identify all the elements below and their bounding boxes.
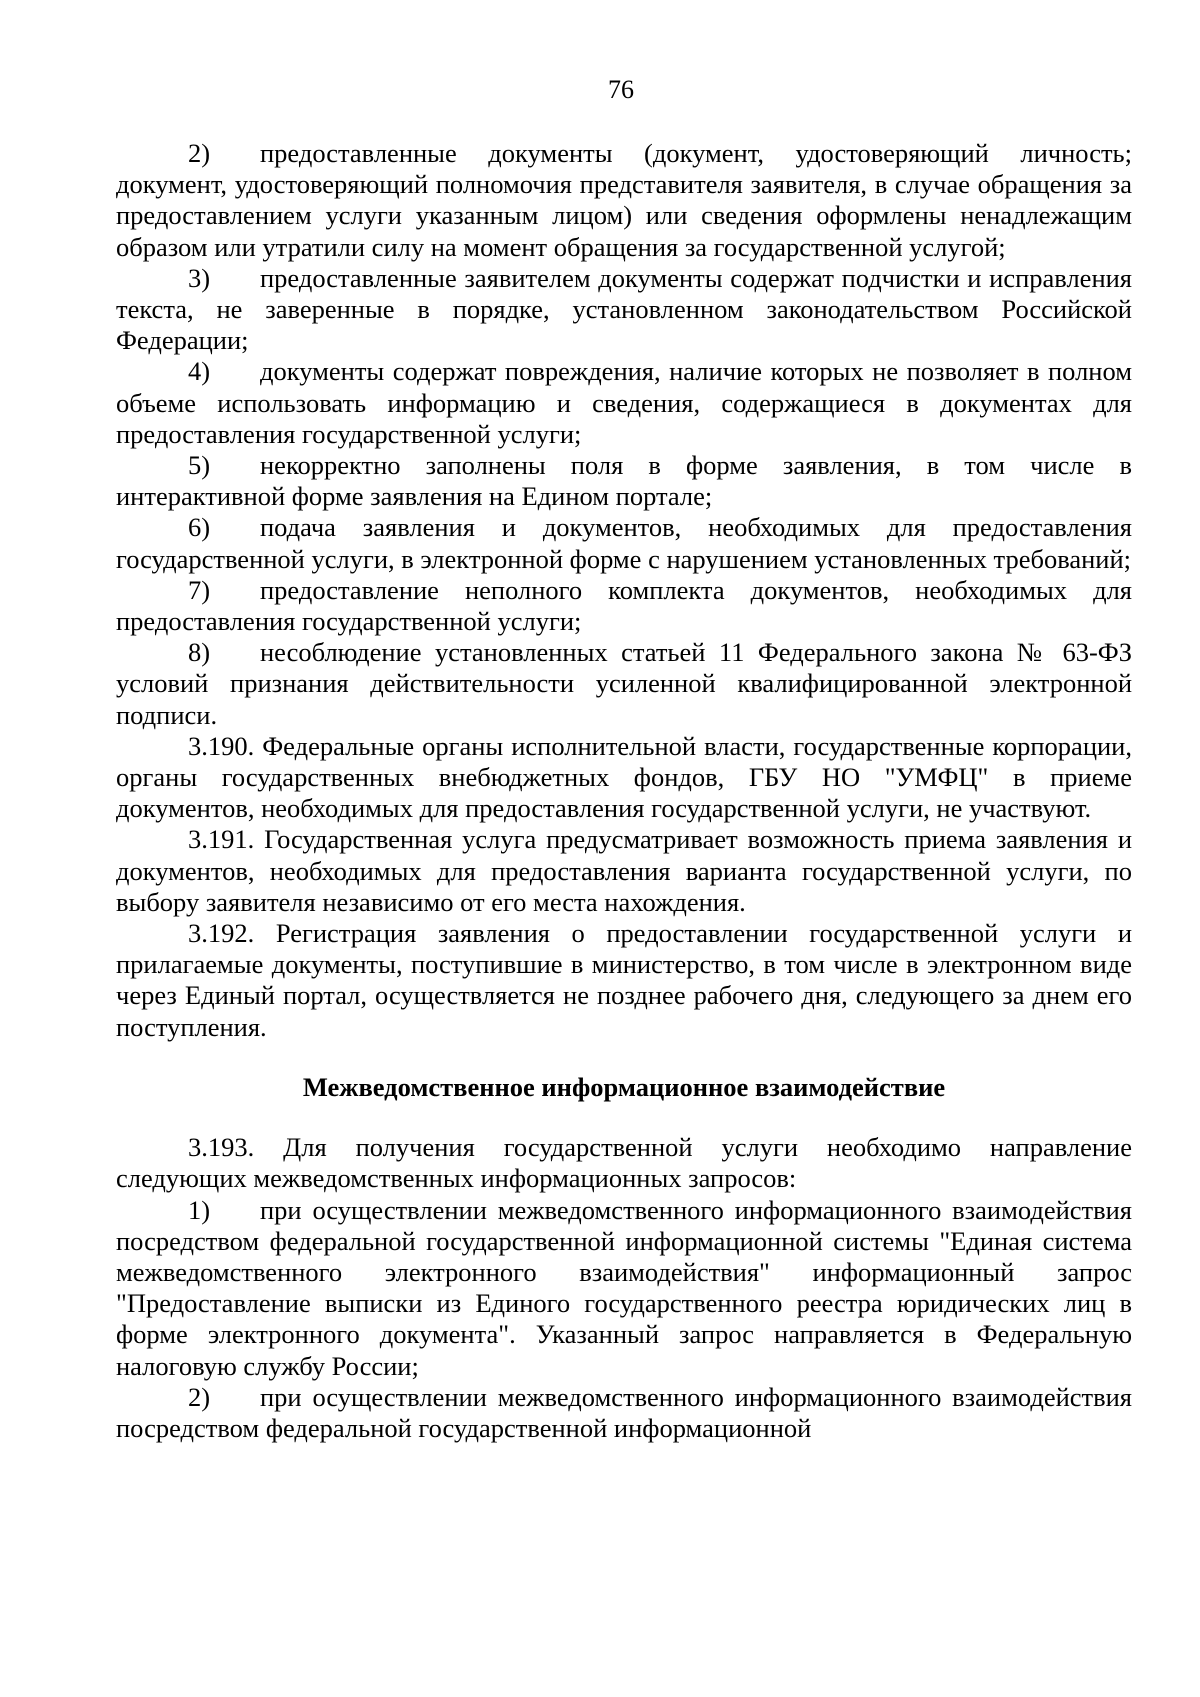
list-item: [116, 1382, 1132, 1444]
list-item-text: некорректно заполнены поля в форме заявления, в том числе в интерактивной форме заявления на Едином портале;: [116, 450, 1132, 512]
list-item-text: предоставленные документы (документ, удостоверяющий личность; документ, удостоверяющий полномочия представителя заявителя, в случае обращения за предоставлением услуги указанным лицом) или сведения оформлены ненадлежащим образом или утратили силу на момент обращения за государственной услугой;: [116, 138, 1132, 262]
list-item-text: несоблюдение установленных статьей 11 Федерального закона № 63-ФЗ условий признания действительности усиленной квалифицированной электронной подписи.: [116, 637, 1132, 730]
list-item: [116, 512, 1132, 574]
list-item-number: 2): [188, 138, 211, 168]
list-item-text: предоставление неполного комплекта документов, необходимых для предоставления государственной услуги;: [116, 574, 1132, 637]
list-item-text: подача заявления и документов, необходимых для предоставления государственной услуги, в электронной форме с нарушением установленных требований;: [116, 512, 1132, 574]
list-item-text: предоставленные заявителем документы содержат подчистки и исправления текста, не заверенные в порядке, установленном законодательством Российской Федерации;: [116, 262, 1132, 356]
list-item: [116, 450, 1132, 512]
list-item: [116, 575, 1132, 637]
list-item: [116, 138, 1132, 263]
list-item-number: 5): [188, 450, 211, 481]
paragraph-3-190: 3.190. Федеральные органы исполнительной власти, государственные корпорации, органы государственных внебюджетных фондов, ГБУ НО "УМФЦ" в приеме документов, необходимых для предоставления государственной услуги, не участвуют.: [116, 730, 1132, 824]
list-item: [116, 1195, 1132, 1382]
page-number: 76: [608, 75, 634, 104]
paragraph-3-191: 3.191. Государственная услуга предусматривает возможность приема заявления и документов, необходимых для предоставления варианта государственной услуги, по выбору заявителя независимо от его места нахождения.: [116, 824, 1132, 917]
list-item-number: 2): [188, 1381, 211, 1412]
list-item-number: 8): [188, 637, 211, 668]
list-item: [116, 263, 1132, 357]
list-item: [116, 356, 1132, 450]
list-item-text: при осуществлении межведомственного информационного взаимодействия посредством федеральной государственной информационной системы "Единая система межведомственного электронного взаимодействия" информационный запрос "Предоставление выписки из Единого государственного реестра юридических лиц в форме электронного документа". Указанный запрос направляется в Федеральную налоговую службу России;: [116, 1194, 1132, 1381]
document-body: [116, 138, 1132, 1444]
list-item: [116, 637, 1132, 731]
list-item-number: 7): [188, 574, 211, 605]
section-heading: Межведомственное информационное взаимодействие: [302, 1071, 946, 1102]
paragraph-3-192: 3.192. Регистрация заявления о предоставлении государственной услуги и прилагаемые документы, поступившие в министерство, в том числе в электронном виде через Единый портал, осуществляется не позднее рабочего дня, следующего за днем его поступления.: [116, 918, 1132, 1042]
paragraph-3-193: 3.193. Для получения государственной услуги необходимо направление следующих межведомственных информационных запросов:: [116, 1132, 1132, 1194]
list-item-number: 3): [188, 262, 211, 293]
list-item-number: 6): [188, 512, 211, 543]
list-item-text: при осуществлении межведомственного информационного взаимодействия посредством федеральной государственной информационной: [116, 1381, 1132, 1443]
list-item-text: документы содержат повреждения, наличие которых не позволяет в полном объеме использовать информацию и сведения, содержащиеся в документах для предоставления государственной услуги;: [116, 356, 1132, 449]
list-item-number: 1): [188, 1194, 211, 1225]
list-item-number: 4): [188, 356, 211, 387]
